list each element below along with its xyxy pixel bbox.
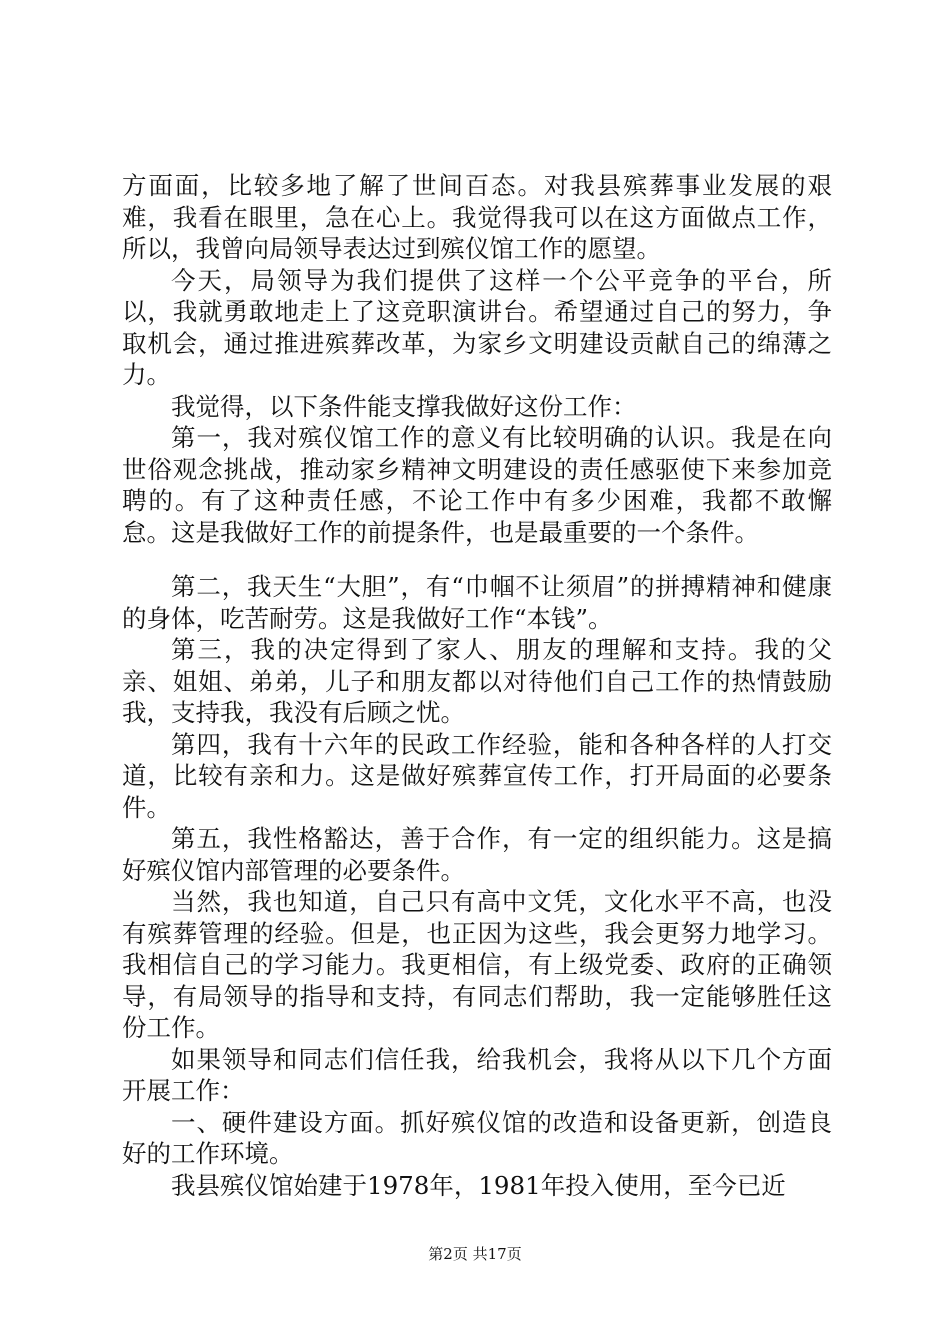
document-body [122, 170, 832, 1201]
paragraph-self-assessment: 当然，我也知道，自己只有高中文凭，文化水平不高，也没有殡葬管理的经验。但是，也正因为这些，我会更努力地学习。我相信自己的学习能力。我更相信，有上级党委、政府的正确领导，有局领导的指导和支持，有同志们帮助，我一定能够胜任这份工作。 [122, 887, 832, 1042]
paragraph-funeral-home-history: 我县殡仪馆始建于1978年，1981年投入使用，至今已近 [171, 1170, 786, 1200]
paragraph-work-plan-intro: 如果领导和同志们信任我，给我机会，我将从以下几个方面开展工作： [122, 1044, 832, 1105]
paragraph-conditions-intro: 我觉得，以下条件能支撑我做好这份工作： [171, 391, 637, 421]
paragraph-condition-2: 第二，我天生“大胆”，有“巾帼不让须眉”的拼搏精神和健康的身体，吃苦耐劳。这是我做好工作“本钱”。 [122, 572, 832, 633]
paragraph-condition-4: 第四，我有十六年的民政工作经验，能和各种各样的人打交道，比较有亲和力。这是做好殡葬宣传工作，打开局面的必要条件。 [122, 729, 832, 822]
paragraph-condition-1: 第一，我对殡仪馆工作的意义有比较明确的认识。我是在向世俗观念挑战，推动家乡精神文明建设的责任感驱使下来参加竞聘的。有了这种责任感，不论工作中有多少困难，我都不敢懈怠。这是我做好工作的前提条件，也是最重要的一个条件。 [122, 423, 832, 547]
paragraph-competition-platform: 今天，局领导为我们提供了这样一个公平竞争的平台，所以，我就勇敢地走上了这竞职演讲台。希望通过自己的努力，争取机会，通过推进殡葬改革，为家乡文明建设贡献自己的绵薄之力。 [122, 265, 832, 389]
paragraph-condition-3: 第三，我的决定得到了家人、朋友的理解和支持。我的父亲、姐姐、弟弟，儿子和朋友都以对待他们自己工作的热情鼓励我，支持我，我没有后顾之忧。 [122, 635, 832, 727]
paragraph-condition-5: 第五，我性格豁达，善于合作，有一定的组织能力。这是搞好殡仪馆内部管理的必要条件。 [122, 824, 832, 885]
paragraph-continuation: 方面面，比较多地了解了世间百态。对我县殡葬事业发展的艰难，我看在眼里，急在心上。我觉得我可以在这方面做点工作，所以，我曾向局领导表达过到殡仪馆工作的愿望。 [122, 171, 832, 263]
page-number-footer: 第2页 共17页 [428, 1245, 522, 1263]
paragraph-hardware-construction: 一、硬件建设方面。抓好殡仪馆的改造和设备更新，创造良好的工作环境。 [122, 1107, 832, 1168]
